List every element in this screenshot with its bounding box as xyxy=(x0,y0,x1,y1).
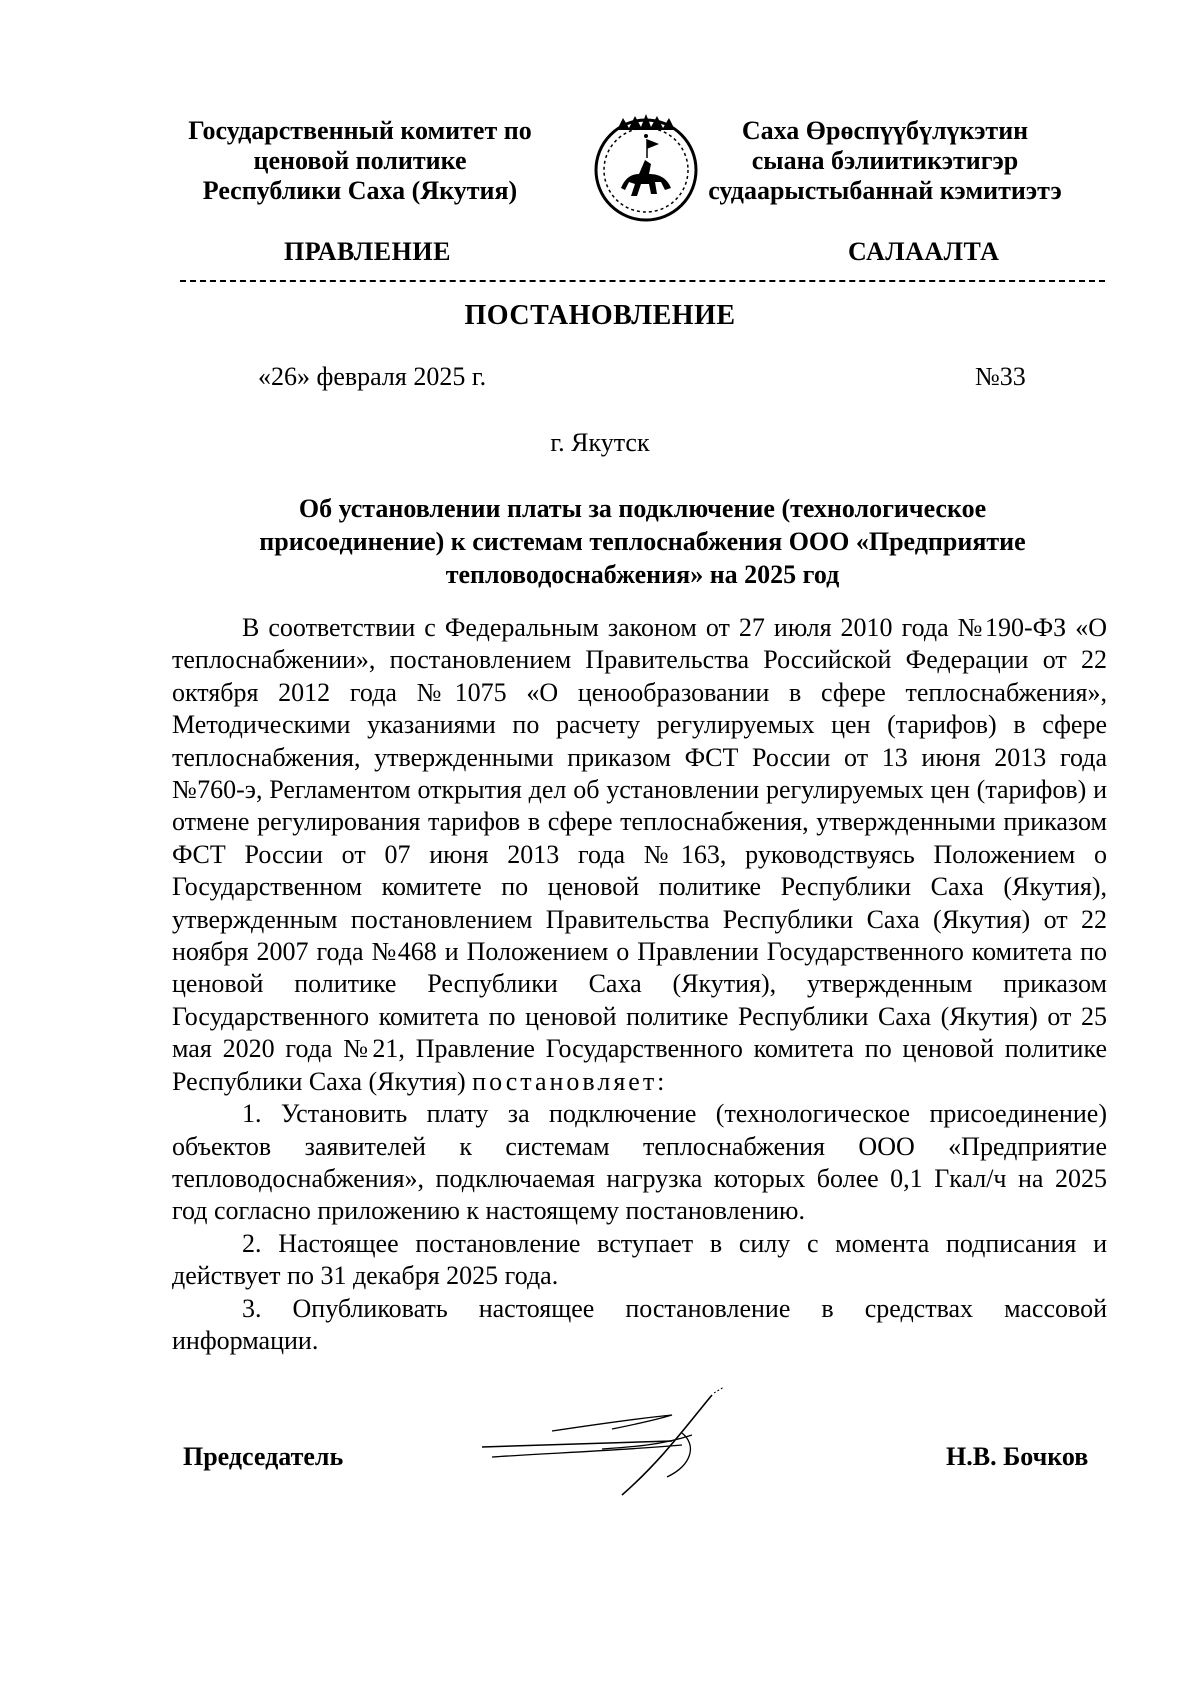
item-3: 3. Опубликовать настоящее постановление в средствах массовой информации. xyxy=(172,1293,1107,1355)
header-left-line-3: Республики Саха (Якутия) xyxy=(202,176,518,205)
header-left-line-2: ценовой политике xyxy=(253,146,467,175)
handwritten-signature-icon xyxy=(482,1385,782,1500)
header-left-line-1: Государственный комитет по xyxy=(188,116,532,145)
header-russian-name xyxy=(165,116,555,206)
preamble-paragraph xyxy=(172,612,1107,1098)
board-label-sakha: САЛААЛТА xyxy=(848,237,1000,266)
signer-position: Председатель xyxy=(183,1442,344,1471)
header-divider xyxy=(180,280,1105,282)
signer-name: Н.В. Бочков xyxy=(946,1442,1089,1471)
header-sakha-name xyxy=(700,116,1070,206)
header-right-line-2: сыана бэлиитикэтигэр xyxy=(751,146,1019,175)
document-body xyxy=(172,612,1107,1357)
item-1: 1. Установить плату за подключение (технологическое присоединение) объектов заявителей к системам теплоснабжения ООО «Предприятие тепловодоснабжения», подключаемая нагрузка которых более 0,1 Гкал/ч на 2025 год согласно приложению к настоящему постановлению. xyxy=(172,1099,1107,1226)
subject-line-2: присоединение) к системам теплоснабжения ООО «Предприятие xyxy=(259,527,1026,556)
preamble-text: В соответствии с Федеральным законом от 27 июля 2010 года №190-ФЗ «О теплоснабжении», постановлением Правительства Российской Федерации от 22 октября 2012 года №1075 «О ценообразовании в сфере теплоснабжения», Методическими указаниями по расчету регулируемых цен (тарифов) в сфере теплоснабжения, утвержденными приказом ФСТ России от 13 июня 2013 года №760-э, Регламентом открытия дел об установлении регулируемых цен (тарифов) и отмене регулирования тарифов в сфере теплоснабжения, утвержденными приказом ФСТ России от 07 июня 2013 года №163, руководствуясь Положением о Государственном комитете по ценовой политике Республики Саха (Якутия), утвержденным постановлением Правительства Республики Саха (Якутия) от 22 ноября 2007 года №468 и Положением о Правлении Государственного комитета по ценовой политике Республики Саха (Якутия), утвержденным приказом Государственного комитета по ценовой политике Республики Саха (Якутия) от 25 мая 2020 года №21, Правление Государственного комитета по ценовой политике Республики Саха (Якутия) xyxy=(172,613,1107,1096)
board-label-russian: ПРАВЛЕНИЕ xyxy=(284,237,451,266)
item-2: 2. Настоящее постановление вступает в силу с момента подписания и действует по 31 декабря 2025 года. xyxy=(172,1228,1107,1291)
document-subject xyxy=(180,492,1105,591)
header-right-line-1: Саха Өрөспүүбүлүкэтин xyxy=(741,116,1029,145)
sakha-coat-of-arms-icon xyxy=(585,112,707,224)
document-number: №33 xyxy=(975,362,1026,391)
document-city: г. Якутск xyxy=(550,428,650,457)
document-date: «26» февраля 2025 г. xyxy=(258,362,487,391)
subject-line-3: тепловодоснабжения» на 2025 год xyxy=(445,560,840,589)
document-type-title: ПОСТАНОВЛЕНИЕ xyxy=(464,300,736,331)
subject-line-1: Об установлении платы за подключение (технологическое xyxy=(298,494,987,523)
header-right-line-3: судаарыстыбаннай кэмитиэтэ xyxy=(708,176,1062,205)
resolves-word: постановляет: xyxy=(472,1066,668,1096)
